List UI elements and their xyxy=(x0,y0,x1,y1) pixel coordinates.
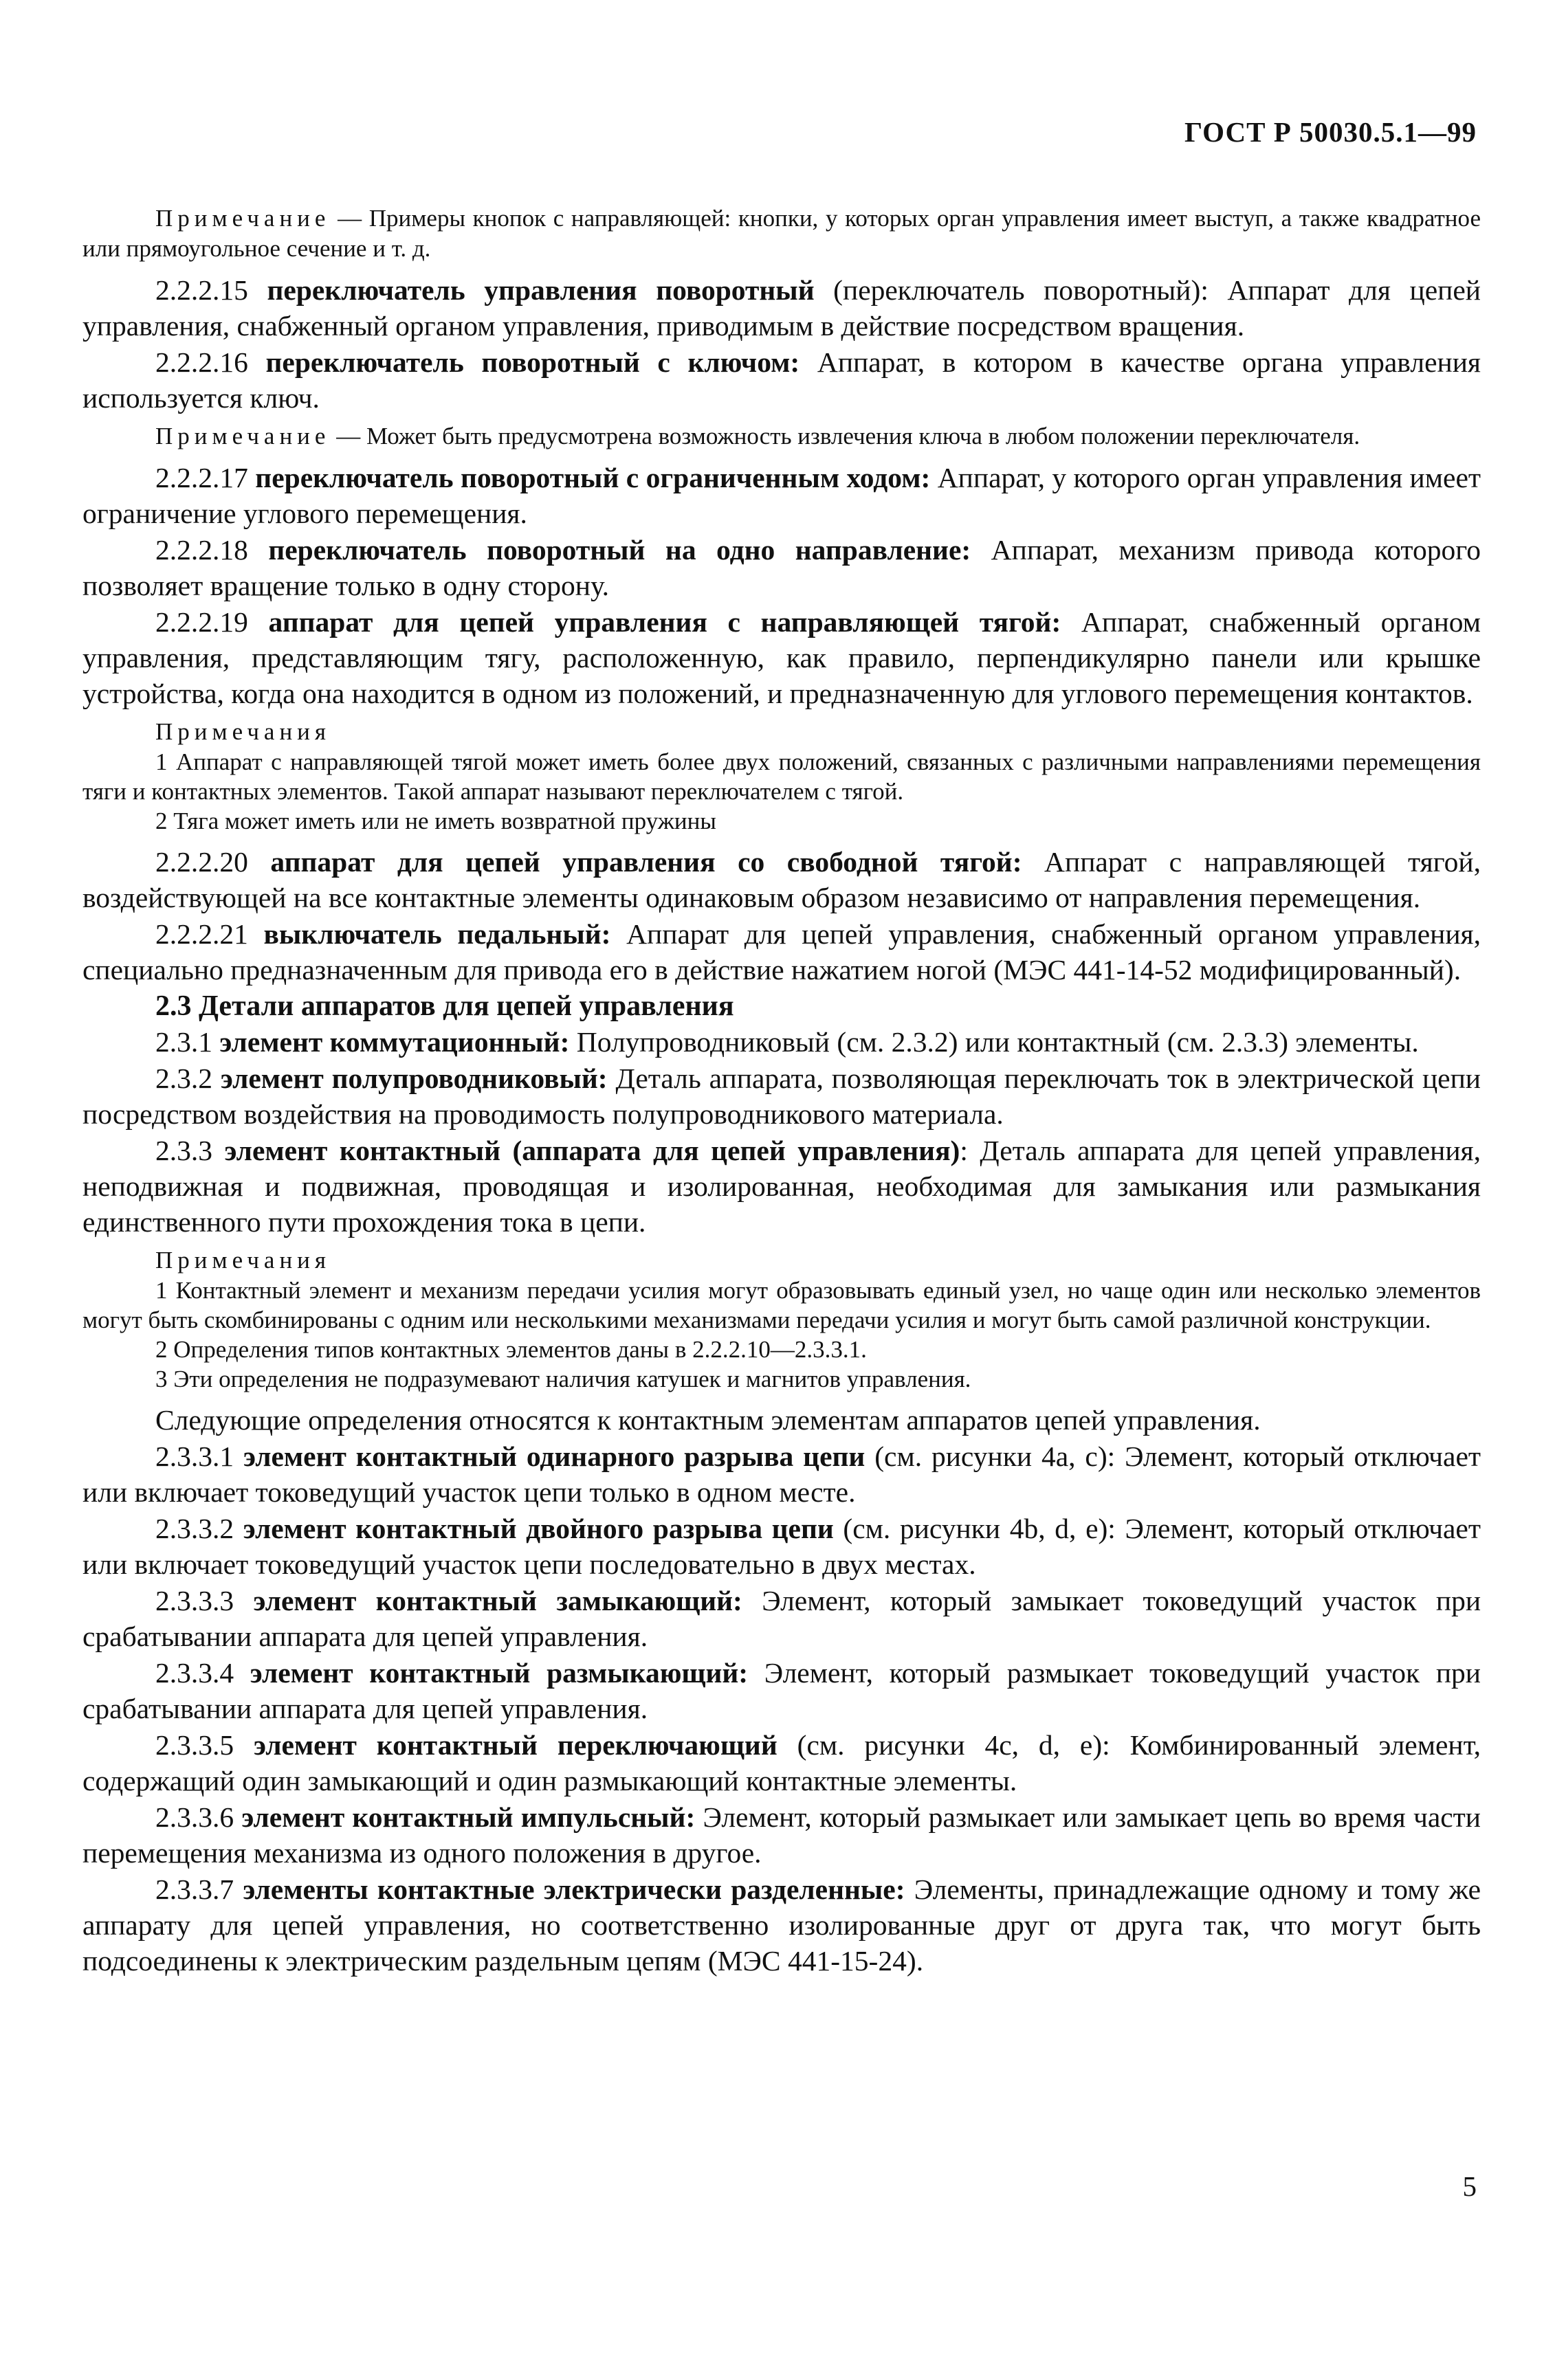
clause-term: переключатель поворотный с ограниченным ходом: xyxy=(255,462,931,493)
definition-2-3-3-4 xyxy=(82,1655,1481,1726)
definition-2-3-3-7 xyxy=(82,1871,1481,1979)
clause-number: 2.2.2.19 xyxy=(155,606,248,638)
clause-number: 2.3.3.3 xyxy=(155,1585,234,1616)
note-item: 2 Определения типов контактных элементов даны в 2.2.2.10—2.3.3.1. xyxy=(155,1336,867,1363)
definition-2-3-1 xyxy=(82,1024,1481,1060)
note xyxy=(82,421,1481,452)
definition-2-2-2-19 xyxy=(82,604,1481,711)
clause-text: : Деталь аппарата для цепей управления, неподвижная и подвижная, проводящая и изолированная, необходимая для замыкания или размыкания единственного пути прохождения тока в цепи. xyxy=(82,1135,1481,1238)
definition-2-3-3 xyxy=(82,1133,1481,1240)
clause-text: Полупроводниковый (см. 2.3.2) или контактный (см. 2.3.3) элементы. xyxy=(569,1026,1419,1058)
clause-term: элемент контактный переключающий xyxy=(254,1729,778,1761)
definition-2-2-2-15 xyxy=(82,272,1481,344)
clause-term: элемент контактный замыкающий: xyxy=(253,1585,742,1616)
definition-2-3-3-2 xyxy=(82,1511,1481,1582)
clause-text: Элемент, который замыкает токоведущий участок при срабатывании аппарата для цепей управления. xyxy=(82,1585,1481,1652)
clause-term: элемент полупроводниковый: xyxy=(220,1063,608,1094)
clause-text: Аппарат, механизм привода которого позволяет вращение только в одну сторону. xyxy=(82,534,1481,601)
clause-text: Аппарат для цепей управления, снабженный органом управления, специально предназначенным для привода его в действие нажатием ногой (МЭС 441-14-52 модифицированный). xyxy=(82,918,1481,986)
clause-text: (переключатель поворотный): Аппарат для цепей управления, снабженный органом управления, приводимым в действие посредством вращения. xyxy=(82,274,1481,342)
clause-term: аппарат для цепей управления с направляющей тягой: xyxy=(268,606,1061,638)
clause-number: 2.3.3.1 xyxy=(155,1441,234,1472)
notes-block xyxy=(82,717,1481,836)
clause-text: Элемент, который размыкает или замыкает цепь во время части перемещения механизма из одного положения в другое. xyxy=(82,1801,1481,1869)
clause-text: Элемент, который размыкает токоведущий участок при срабатывании аппарата для цепей управления. xyxy=(82,1657,1481,1724)
clause-term: элемент контактный импульсный: xyxy=(241,1801,696,1833)
notes-label: Примечания xyxy=(155,1247,331,1274)
clause-text: Аппарат, снабженный органом управления, представляющим тягу, расположенную, как правило, перпендикулярно панели или крышке устройства, когда она находится в одном из положений, и предназначенную для углового перемещения контактов. xyxy=(82,606,1481,709)
clause-number: 2.3.3.5 xyxy=(155,1729,234,1761)
notes-block xyxy=(82,1245,1481,1394)
definition-2-3-3-5 xyxy=(82,1727,1481,1799)
definition-2-3-2 xyxy=(82,1060,1481,1132)
clause-term: элемент контактный (аппарата для цепей управления) xyxy=(224,1135,960,1166)
clause-term: переключатель поворотный на одно направление: xyxy=(268,534,971,566)
clause-text: Аппарат, у которого орган управления имеет ограничение углового перемещения. xyxy=(82,462,1481,529)
definition-2-3-3-3 xyxy=(82,1583,1481,1654)
note-item: 2 Тяга может иметь или не иметь возвратной пружины xyxy=(155,808,716,834)
clause-number: 2.3.3.4 xyxy=(155,1657,234,1689)
clause-term: элемент контактный двойного разрыва цепи xyxy=(243,1513,834,1544)
definition-2-2-2-17 xyxy=(82,460,1481,531)
clause-term: элемент коммутационный: xyxy=(219,1026,570,1058)
clause-number: 2.3.3.6 xyxy=(155,1801,234,1833)
clause-number: 2.3.1 xyxy=(155,1026,212,1058)
definition-2-3-3-1 xyxy=(82,1438,1481,1510)
clause-term: переключатель поворотный с ключом: xyxy=(265,346,800,378)
section-heading: 2.3 Детали аппаратов для цепей управления xyxy=(155,990,734,1022)
clause-number: 2.3.3.7 xyxy=(155,1873,234,1905)
note-item: 1 Контактный элемент и механизм передачи усилия могут образовывать единый узел, но чаще один или несколько элементов могут быть скомбинированы с одним или несколькими механизмами передачи усилия и могут быть самой различной конструкции. xyxy=(82,1277,1481,1333)
note-text: — Примеры кнопок с направляющей: кнопки, у которых орган управления имеет выступ, а также квадратное или прямоугольное сечение и т. д. xyxy=(82,205,1481,262)
clause-term: элементы контактные электрически разделенные: xyxy=(243,1873,905,1905)
clause-text: Аппарат, в котором в качестве органа управления используется ключ. xyxy=(82,346,1481,414)
definition-2-2-2-21 xyxy=(82,916,1481,988)
clause-term: переключатель управления поворотный xyxy=(267,274,815,306)
clause-text: Элементы, принадлежащие одному и тому же аппарату для цепей управления, но соответственно изолированные друг от друга так, что могут быть подсоединены к электрическим раздельным цепям (МЭС 441-15-24). xyxy=(82,1873,1481,1977)
clause-term: элемент контактный одинарного разрыва цепи xyxy=(243,1441,865,1472)
clause-text: Аппарат с направляющей тягой, воздействующей на все контактные элементы одинаковым образом независимо от направления перемещения. xyxy=(82,846,1481,913)
notes-label: Примечания xyxy=(155,718,331,745)
note xyxy=(82,203,1481,264)
note-label: Примечание xyxy=(155,205,331,232)
note-label: Примечание xyxy=(155,423,331,449)
clause-number: 2.3.3 xyxy=(155,1135,212,1166)
page-number: 5 xyxy=(1462,2170,1477,2202)
clause-text: Деталь аппарата, позволяющая переключать ток в электрической цепи посредством воздействия на проводимость полупроводникового материала. xyxy=(82,1063,1481,1130)
note-item: 1 Аппарат с направляющей тягой может иметь более двух положений, связанных с различными направлениями перемещения тяги и контактных элементов. Такой аппарат называют переключателем с тягой. xyxy=(82,748,1481,805)
clause-text: (см. рисунки 4а, с): Элемент, который отключает или включает токоведущий участок цепи только в одном месте. xyxy=(82,1441,1481,1508)
note-text: — Может быть предусмотрена возможность извлечения ключа в любом положении переключателя. xyxy=(330,423,1360,449)
clause-text: (см. рисунки 4с, d, е): Комбинированный элемент, содержащий один замыкающий и один размыкающий контактные элементы. xyxy=(82,1729,1481,1797)
clause-term: аппарат для цепей управления со свободной тягой: xyxy=(270,846,1022,878)
clause-term: выключатель педальный: xyxy=(263,918,611,950)
document-body xyxy=(82,198,1481,1979)
definition-2-3-3-6 xyxy=(82,1799,1481,1871)
clause-number: 2.2.2.20 xyxy=(155,846,248,878)
clause-text: (см. рисунки 4b, d, е): Элемент, который отключает или включает токоведущий участок цепи последовательно в двух местах. xyxy=(82,1513,1481,1580)
clause-number: 2.2.2.21 xyxy=(155,918,248,950)
document-code: ГОСТ Р 50030.5.1—99 xyxy=(1184,116,1477,148)
definition-2-2-2-20 xyxy=(82,844,1481,915)
intro-paragraph: Следующие определения относятся к контактным элементам аппаратов цепей управления. xyxy=(155,1404,1261,1436)
clause-term: элемент контактный размыкающий: xyxy=(250,1657,749,1689)
clause-number: 2.2.2.17 xyxy=(155,462,248,493)
definition-2-2-2-16 xyxy=(82,344,1481,416)
clause-number: 2.3.2 xyxy=(155,1063,212,1094)
clause-number: 2.2.2.15 xyxy=(155,274,248,306)
definition-2-2-2-18 xyxy=(82,532,1481,603)
note-item: 3 Эти определения не подразумевают наличия катушек и магнитов управления. xyxy=(155,1366,971,1392)
clause-number: 2.2.2.18 xyxy=(155,534,248,566)
clause-number: 2.2.2.16 xyxy=(155,346,248,378)
clause-number: 2.3.3.2 xyxy=(155,1513,234,1544)
